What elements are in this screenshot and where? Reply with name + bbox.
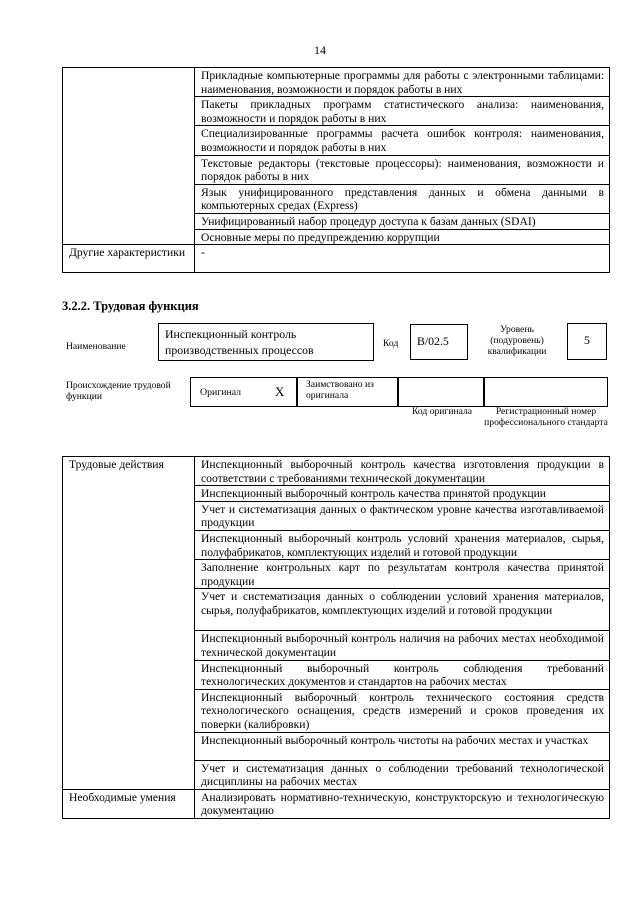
labor-action: Инспекционный выборочный контроль условий хранения материалов, сырья, полуфабрикатов, комплектующих изделий и готовой продукции	[195, 530, 610, 559]
knowledge-table-continued	[62, 67, 610, 273]
labor-action: Инспекционный выборочный контроль качества изготовления продукции в соответствии с требованиями технической документации	[195, 457, 610, 486]
knowledge-item: Специализированные программы расчета ошибок контроля: наименования, возможности и порядок работы в них	[195, 126, 610, 155]
original-box	[190, 377, 297, 407]
table-row	[63, 457, 610, 486]
borrowed-box: Заимствовано из оригинала	[297, 377, 398, 407]
function-name-box: Инспекционный контроль производственных процессов	[158, 323, 374, 361]
labor-action: Учет и систематизация данных о соблюдении требований технологической дисциплины на рабочих местах	[195, 760, 610, 789]
name-label: Наименование	[66, 341, 126, 352]
original-code-box	[398, 377, 484, 407]
original-label: Оригинал	[200, 387, 242, 398]
labor-action: Инспекционный выборочный контроль технического состояния средств технологического оснащения, средств измерений и сроков проведения их поверки (калибровки)	[195, 689, 610, 732]
table-row	[63, 245, 610, 273]
labor-action: Учет и систематизация данных о фактическом уровне качества изготавливаемой продукции	[195, 501, 610, 530]
labor-action: Инспекционный выборочный контроль качества принятой продукции	[195, 486, 610, 502]
table-row	[63, 68, 610, 97]
original-mark: X	[275, 384, 285, 399]
row-label-other: Другие характеристики	[63, 245, 195, 273]
other-value: -	[195, 245, 610, 273]
required-skill: Анализировать нормативно-техническую, конструкторскую и технологическую документацию	[195, 789, 610, 818]
labor-action: Заполнение контрольных карт по результатам контроля качества принятой продукции	[195, 560, 610, 589]
section-title: 3.2.2. Трудовая функция	[62, 299, 199, 313]
knowledge-item: Унифицированный набор процедур доступа к базам данных (SDAI)	[195, 213, 610, 229]
level-label: Уровень (подуровень) квалификации	[487, 324, 547, 357]
knowledge-item: Текстовые редакторы (текстовые процессоры): наименования, возможности и порядок работы в них	[195, 155, 610, 184]
labor-action: Инспекционный выборочный контроль наличия на рабочих местах необходимой технической документации	[195, 631, 610, 660]
original-code-caption: Код оригинала	[411, 406, 473, 417]
code-label: Код	[383, 338, 399, 349]
page-number: 14	[314, 43, 326, 57]
knowledge-item: Прикладные компьютерные программы для работы с электронными таблицами: наименования, возможности и порядок работы в них	[195, 68, 610, 97]
row-label-skills: Необходимые умения	[63, 789, 195, 818]
reg-number-box	[484, 377, 608, 407]
labor-action: Учет и систематизация данных о соблюдении условий хранения материалов, сырья, полуфабрикатов, комплектующих изделий и готовой продукции	[195, 589, 610, 631]
labor-action: Инспекционный выборочный контроль чистоты на рабочих местах и участках	[195, 732, 610, 760]
labor-actions-table	[62, 456, 610, 819]
code-box: B/02.5	[410, 324, 468, 360]
table-row	[63, 789, 610, 818]
knowledge-item: Пакеты прикладных программ статистического анализа: наименования, возможности и порядок работы в них	[195, 97, 610, 126]
labor-action: Инспекционный выборочный контроль соблюдения требований технологических документов и стандартов на рабочих местах	[195, 660, 610, 689]
origin-label: Происхождение трудовой функции	[66, 380, 171, 402]
reg-number-caption: Регистрационный номер профессионального стандарта	[484, 406, 608, 428]
row-label-actions: Трудовые действия	[63, 457, 195, 790]
knowledge-item: Основные меры по предупреждению коррупции	[195, 229, 610, 245]
level-box: 5	[567, 323, 607, 360]
row-label-empty	[63, 68, 195, 245]
knowledge-item: Язык унифицированного представления данных и обмена данными в компьютерных средах (Express)	[195, 184, 610, 213]
